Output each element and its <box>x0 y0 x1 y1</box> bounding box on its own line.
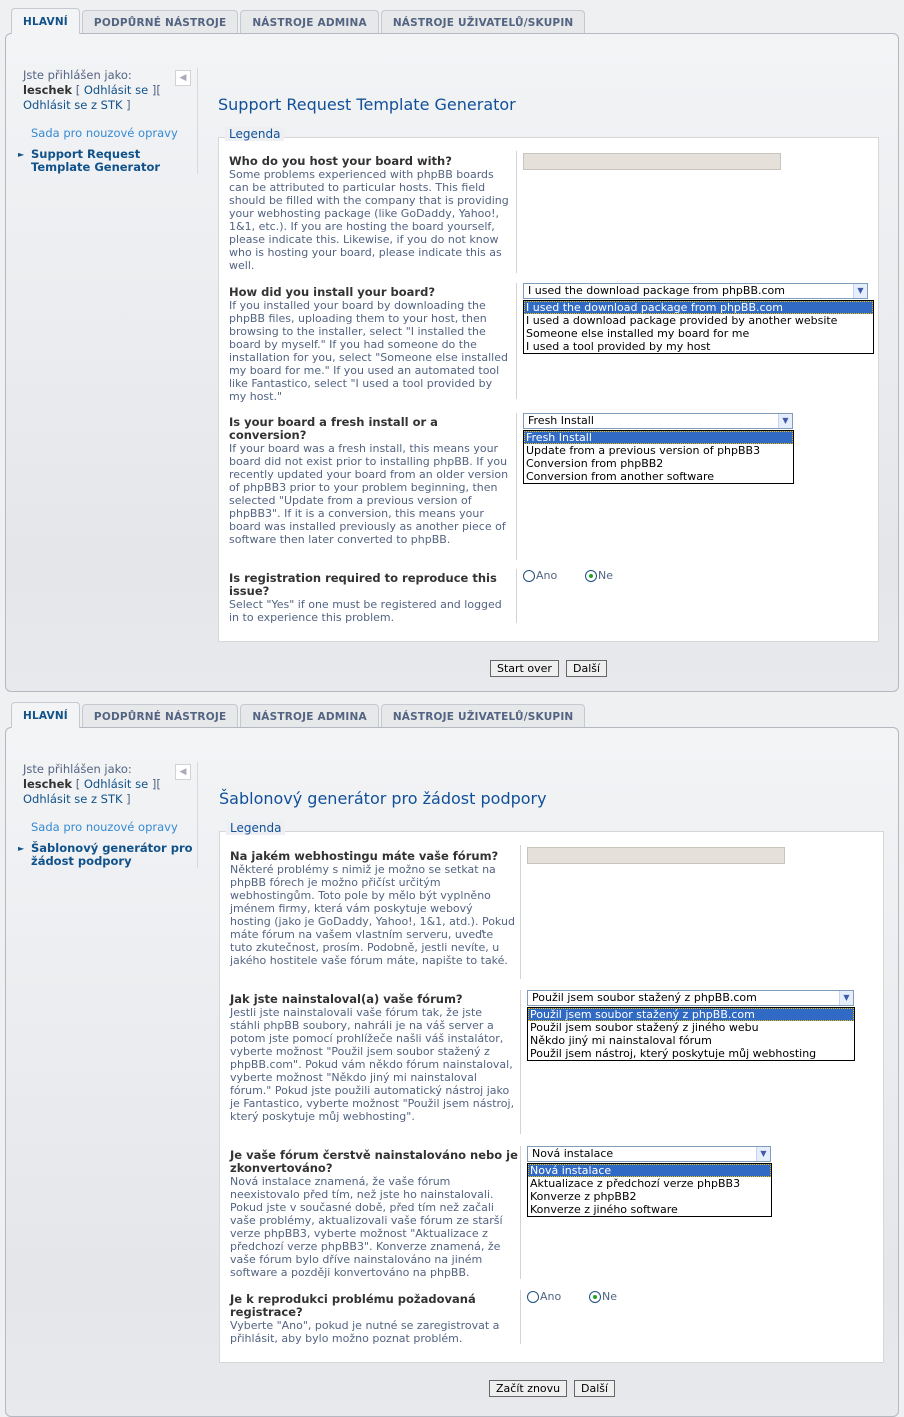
login-info: Jste přihlášen jako: leschek [ Odhlásit se ][ Odhlásit se z STK ] <box>23 68 161 112</box>
install-option[interactable]: Použil jsem soubor stažený z phpBB.com <box>528 1008 854 1021</box>
type-select[interactable] <box>523 413 793 429</box>
login-prefix: Jste přihlášen jako: <box>23 762 132 776</box>
install-select[interactable] <box>523 283 868 299</box>
side-menu <box>18 762 198 868</box>
install-select-value: I used the download package from phpBB.com <box>528 284 785 297</box>
collapse-menu-icon[interactable]: ◀ <box>175 70 191 86</box>
type-option[interactable]: Update from a previous version of phpBB3 <box>526 444 761 457</box>
question-registration <box>229 572 514 624</box>
username: leschek <box>23 83 73 97</box>
host-input[interactable] <box>527 847 785 864</box>
chevron-down-icon[interactable]: ▼ <box>778 414 792 428</box>
tab-support-tools[interactable]: PODPŮRNÉ NÁSTROJE <box>82 704 238 728</box>
radio-yes[interactable] <box>527 1290 561 1304</box>
start-over-button[interactable]: Začít znovu <box>489 1380 567 1397</box>
radio-no[interactable] <box>585 569 613 583</box>
type-option[interactable]: Fresh Install <box>524 431 793 444</box>
radio-yes[interactable] <box>523 569 557 583</box>
tab-bar <box>11 8 587 34</box>
question-install <box>229 286 509 403</box>
column-divider <box>516 569 517 623</box>
question-host <box>229 155 514 272</box>
legend: Legenda <box>226 821 285 835</box>
type-select[interactable] <box>527 1146 771 1162</box>
panel-czech <box>0 702 904 1414</box>
column-divider <box>520 990 521 1134</box>
host-input[interactable] <box>523 153 781 170</box>
tab-support-tools[interactable]: PODPŮRNÉ NÁSTROJE <box>82 10 238 34</box>
tab-admin-tools[interactable]: NÁSTROJE ADMINA <box>240 704 379 728</box>
next-button[interactable]: Další <box>574 1380 615 1397</box>
question-help: If you installed your board by downloading the phpBB files, uploading them to your host, then browsing to the installer, select "I installed the board by myself." If you had someone do the installation for you, select "Someone else installed my board for me." If you used an automated tool like Fantastico, select "I used a tool provided by my host." <box>229 299 508 403</box>
radio-yes-label: Ano <box>536 569 558 582</box>
login-info: Jste přihlášen jako: leschek [ Odhlásit se ][ Odhlásit se z STK ] <box>23 762 161 806</box>
question-title: Je vaše fórum čerstvě nainstalováno nebo je zkonvertováno? <box>230 1148 518 1175</box>
radio-circle[interactable] <box>527 1291 539 1303</box>
install-select-list[interactable] <box>527 1007 855 1061</box>
column-divider <box>516 283 517 399</box>
content-box <box>5 727 899 1417</box>
panel-english <box>0 8 904 692</box>
radio-yes-label: Ano <box>540 1290 562 1303</box>
radio-circle-checked[interactable] <box>585 570 597 582</box>
tab-user-group-tools[interactable]: NÁSTROJE UŽIVATELŮ/SKUPIN <box>381 704 586 728</box>
column-divider <box>520 845 521 979</box>
collapse-menu-icon[interactable]: ◀ <box>175 764 191 780</box>
tab-bar <box>11 702 587 728</box>
logout-stk-link[interactable]: Odhlásit se z STK <box>23 98 123 112</box>
legend: Legenda <box>225 127 284 141</box>
radio-no[interactable] <box>589 1290 617 1304</box>
logout-stk-link[interactable]: Odhlásit se z STK <box>23 792 123 806</box>
type-option[interactable]: Konverze z jiného software <box>530 1203 678 1216</box>
form-fieldset <box>218 127 879 642</box>
question-title: How did you install your board? <box>229 285 435 299</box>
install-option[interactable]: Použil jsem nástroj, který poskytuje můj webhosting <box>530 1047 817 1060</box>
type-option[interactable]: Conversion from phpBB2 <box>526 457 664 470</box>
install-option[interactable]: Použil jsem soubor stažený z jiného webu <box>530 1021 759 1034</box>
menu-item-active[interactable] <box>18 842 196 868</box>
chevron-down-icon[interactable]: ▼ <box>839 991 853 1005</box>
install-option[interactable]: Někdo jiný mi nainstaloval fórum <box>530 1034 712 1047</box>
question-help: Select "Yes" if one must be registered and logged in to experience this problem. <box>229 598 502 624</box>
start-over-button[interactable]: Start over <box>490 660 559 677</box>
form-fieldset <box>219 821 884 1363</box>
question-title: Jak jste nainstaloval(a) vaše fórum? <box>230 992 463 1006</box>
type-select-list[interactable] <box>527 1163 772 1217</box>
column-divider <box>520 1146 521 1279</box>
tab-admin-tools[interactable]: NÁSTROJE ADMINA <box>240 10 379 34</box>
install-select-value: Použil jsem soubor stažený z phpBB.com <box>532 991 757 1004</box>
arrow-icon: ► <box>18 150 25 159</box>
type-select-list[interactable] <box>523 430 794 484</box>
column-divider <box>520 1290 521 1344</box>
chevron-down-icon[interactable]: ▼ <box>756 1147 770 1161</box>
tab-main[interactable]: HLAVNÍ <box>11 8 80 34</box>
menu-item-emergency-kit[interactable]: Sada pro nouzové opravy <box>31 126 178 140</box>
logout-link[interactable]: Odhlásit se <box>83 777 149 791</box>
next-button[interactable]: Další <box>566 660 607 677</box>
question-type <box>230 1149 520 1279</box>
menu-item-active[interactable] <box>18 148 168 174</box>
menu-item-active-label: Support Request Template Generator <box>31 147 161 174</box>
install-option[interactable]: I used a download package provided by another website <box>526 314 838 327</box>
logout-link[interactable]: Odhlásit se <box>83 83 149 97</box>
type-select-value: Nová instalace <box>532 1147 614 1160</box>
question-title: Who do you host your board with? <box>229 154 452 168</box>
install-option[interactable]: I used a tool provided by my host <box>526 340 711 353</box>
radio-no-label: Ne <box>602 1290 617 1303</box>
question-title: Na jakém webhostingu máte vaše fórum? <box>230 849 499 863</box>
radio-circle[interactable] <box>523 570 535 582</box>
question-host <box>230 850 515 967</box>
question-title: Je k reprodukci problému požadovaná registrace? <box>230 1292 476 1319</box>
install-select[interactable] <box>527 990 854 1006</box>
type-option[interactable]: Nová instalace <box>528 1164 771 1177</box>
type-option[interactable]: Konverze z phpBB2 <box>530 1190 637 1203</box>
radio-no-label: Ne <box>598 569 613 582</box>
question-help: If your board was a fresh install, this means your board did not exist prior to installing phpBB. If you recently updated your board from an older version of phpBB3 prior to your problem beginning, then selected "Update from a previous version of phpBB3". If it is a conversion, this means your board was installed previously as another piece of software then later converted to phpBB. <box>229 442 509 546</box>
login-prefix: Jste přihlášen jako: <box>23 68 132 82</box>
menu-item-emergency-kit[interactable]: Sada pro nouzové opravy <box>31 820 178 834</box>
question-install <box>230 993 515 1123</box>
install-option[interactable]: I used the download package from phpBB.com <box>524 301 873 314</box>
question-title: Is your board a fresh install or a conversion? <box>229 415 438 442</box>
username: leschek <box>23 777 73 791</box>
page-title: Šablonový generátor pro žádost podpory <box>219 789 547 808</box>
install-option[interactable]: Someone else installed my board for me <box>526 327 750 340</box>
column-divider <box>516 151 517 273</box>
arrow-icon: ► <box>18 844 25 853</box>
content-box <box>5 33 899 692</box>
menu-item-active-label: Šablonový generátor pro žádost podpory <box>31 841 193 868</box>
tab-user-group-tools[interactable]: NÁSTROJE UŽIVATELŮ/SKUPIN <box>381 10 586 34</box>
chevron-down-icon[interactable]: ▼ <box>853 284 867 298</box>
question-help: Nová instalace znamená, že vaše fórum neexistovalo před tím, než jste ho nainstalovali. Pokud jste v současné době, před tím než začali vaše problémy, aktualizovali vaše fórum ze starší verze phpBB3, vyberte možnost "Aktualizace z předchozí verze phpBB3". Konverze znamená, že vaše fórum bylo dříve nainstalováno na jiném software a později konvertováno na phpBB. <box>230 1175 503 1279</box>
column-divider <box>516 413 517 560</box>
install-select-list[interactable] <box>523 300 874 354</box>
tab-main[interactable]: HLAVNÍ <box>11 702 80 728</box>
question-help: Some problems experienced with phpBB boards can be attributed to particular hosts. This field should be filled with the company that is providing your webhosting package (like GoDaddy, Yahoo!, 1&1, etc.). If you are hosting the board yourself, please indicate this. Likewise, if you do not know who is hosting your board, please indicate this as well. <box>229 168 509 272</box>
question-help: Některé problémy s nimiž je možno se setkat na phpBB fórech je možno přičíst určitým webhostingům. Toto pole by mělo být vyplněno jménem firmy, která vám poskytuje webový hosting (jako je GoDaddy, Yahoo!, 1&1, atd.). Pokud máte fórum na vašem vlastním serveru, uveďte tuto zkutečnost, prosím. Podobně, jestli nevíte, u jakého hostitele vaše fórum máte, napište to také. <box>230 863 515 967</box>
type-option[interactable]: Conversion from another software <box>526 470 715 483</box>
page-title: Support Request Template Generator <box>218 95 516 114</box>
type-select-value: Fresh Install <box>528 414 594 427</box>
question-type <box>229 416 514 546</box>
question-registration <box>230 1293 520 1345</box>
question-help: Vyberte "Ano", pokud je nutné se zaregistrovat a přihlásit, aby bylo možno poznat problém. <box>230 1319 500 1345</box>
radio-circle-checked[interactable] <box>589 1291 601 1303</box>
question-help: Jestli jste nainstalovali vaše fórum tak, že jste stáhli phpBB soubory, nahráli je na váš server a potom jste pomocí prohlížeče našli váš instalátor, vyberte možnost "Použil jsem soubor stažený z phpBB.com". Pokud vám někdo fórum nainstaloval, vyberte možnost "Někdo jiný mi nainstaloval fórum." Pokud jste použili automatický nástroj jako je Fantastico, vyberte možnost "Použil jsem nástroj, který poskytuje můj webhosting". <box>230 1006 515 1123</box>
question-title: Is registration required to reproduce this issue? <box>229 571 497 598</box>
type-option[interactable]: Aktualizace z předchozí verze phpBB3 <box>530 1177 741 1190</box>
side-menu <box>18 68 198 174</box>
